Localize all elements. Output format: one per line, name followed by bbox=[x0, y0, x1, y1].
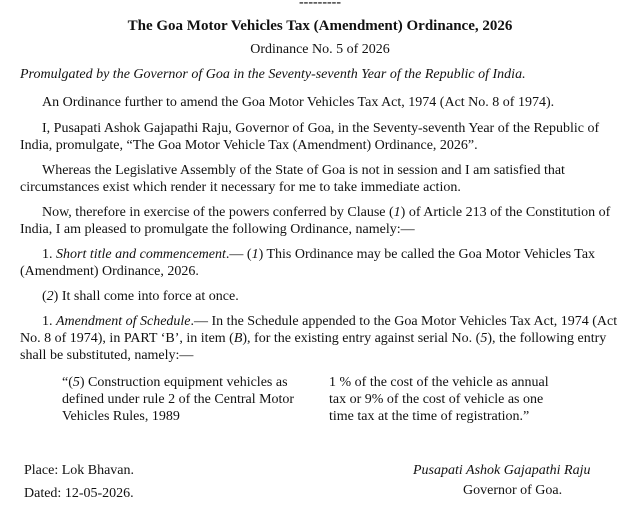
quoted-entry-description-line-2: defined under rule 2 of the Central Motor bbox=[62, 392, 295, 407]
subsection-2-number: 2 bbox=[46, 289, 54, 304]
powers-paragraph-line-1 bbox=[42, 204, 610, 221]
section-1-subsection-2 bbox=[42, 288, 239, 305]
date-line: Dated: 12-05-2026. bbox=[24, 486, 134, 501]
section-2-line-1 bbox=[42, 313, 617, 330]
signatory-designation: Governor of Goa. bbox=[463, 483, 563, 498]
section-1-heading: Short title and commencement bbox=[56, 247, 226, 262]
section-1-line-1 bbox=[42, 246, 595, 263]
section-1-line-2: (Amendment) Ordinance, 2026. bbox=[20, 264, 199, 279]
signatory-name: Pusapati Ashok Gajapathi Raju bbox=[413, 463, 591, 478]
section-2-line-3: shall be substituted, namely:— bbox=[20, 348, 194, 363]
section-2-text: .— In the Schedule appended to the Goa Motor Vehicles Tax Act, 1974 (Act bbox=[190, 314, 618, 329]
section-1-subsection-number: 1 bbox=[251, 247, 259, 262]
powers-paragraph-line-2: India, I am pleased to promulgate the following Ordinance, namely:— bbox=[20, 222, 415, 237]
section-2-line-2 bbox=[20, 330, 606, 347]
section-2-text-c: ), the following entry bbox=[487, 331, 607, 346]
governor-paragraph-line-2: India, promulgate, “The Goa Motor Vehicle Tax (Amendment) Ordinance, 2026”. bbox=[20, 138, 478, 153]
subsection-open-paren: ( bbox=[42, 289, 47, 304]
item-letter: B bbox=[233, 331, 243, 346]
serial-number: 5 bbox=[480, 331, 488, 346]
quoted-entry-description-line-1 bbox=[62, 374, 288, 391]
section-1-number: 1. bbox=[42, 247, 53, 262]
quoted-entry-tax-line-2: tax or 9% of the cost of vehicle as one bbox=[329, 392, 544, 407]
powers-text-b: ) of Article 213 of the Constitution of bbox=[400, 205, 611, 220]
section-2-text-a: No. 8 of 1974), in PART ‘B’, in item ( bbox=[20, 331, 234, 346]
preamble-paragraph: An Ordinance further to amend the Goa Motor Vehicles Tax Act, 1974 (Act No. 8 of 1974). bbox=[42, 95, 555, 110]
quoted-entry-tax-line-1: 1 % of the cost of the vehicle as annual bbox=[329, 375, 549, 390]
section-1-dash: .— ( bbox=[225, 247, 252, 262]
section-2-number: 1. bbox=[42, 314, 53, 329]
powers-text-a: Now, therefore in exercise of the powers conferred by Clause ( bbox=[42, 205, 394, 220]
separator-dashes: --------- bbox=[299, 0, 341, 10]
section-2-heading: Amendment of Schedule bbox=[56, 314, 191, 329]
whereas-paragraph-line-2: circumstances exist which render it necessary for me to take immediate action. bbox=[20, 180, 461, 195]
place-line: Place: Lok Bhavan. bbox=[24, 463, 135, 478]
entry-description-text: ) Construction equipment vehicles as bbox=[79, 375, 288, 390]
whereas-paragraph-line-1: Whereas the Legislative Assembly of the State of Goa is not in session and I am satisfied that bbox=[42, 163, 565, 178]
clause-number: 1 bbox=[393, 205, 401, 220]
governor-paragraph-line-1: I, Pusapati Ashok Gajapathi Raju, Governor of Goa, in the Seventy-seventh Year of the Republic of bbox=[42, 121, 600, 136]
entry-serial: 5 bbox=[72, 375, 80, 390]
quoted-entry-tax-line-3: time tax at the time of registration.” bbox=[329, 409, 530, 424]
document-title: The Goa Motor Vehicles Tax (Amendment) Ordinance, 2026 bbox=[127, 18, 513, 34]
subsection-2-text: ) It shall come into force at once. bbox=[53, 289, 239, 304]
promulgation-line: Promulgated by the Governor of Goa in the Seventy-seventh Year of the Republic of India. bbox=[20, 67, 526, 82]
section-2-text-b: ), for the existing entry against serial No. ( bbox=[242, 331, 481, 346]
section-1-text: ) This Ordinance may be called the Goa Motor Vehicles Tax bbox=[258, 247, 596, 262]
ordinance-number: Ordinance No. 5 of 2026 bbox=[250, 42, 390, 57]
quote-open: “( bbox=[62, 375, 73, 390]
quoted-entry-description-line-3: Vehicles Rules, 1989 bbox=[62, 409, 180, 424]
